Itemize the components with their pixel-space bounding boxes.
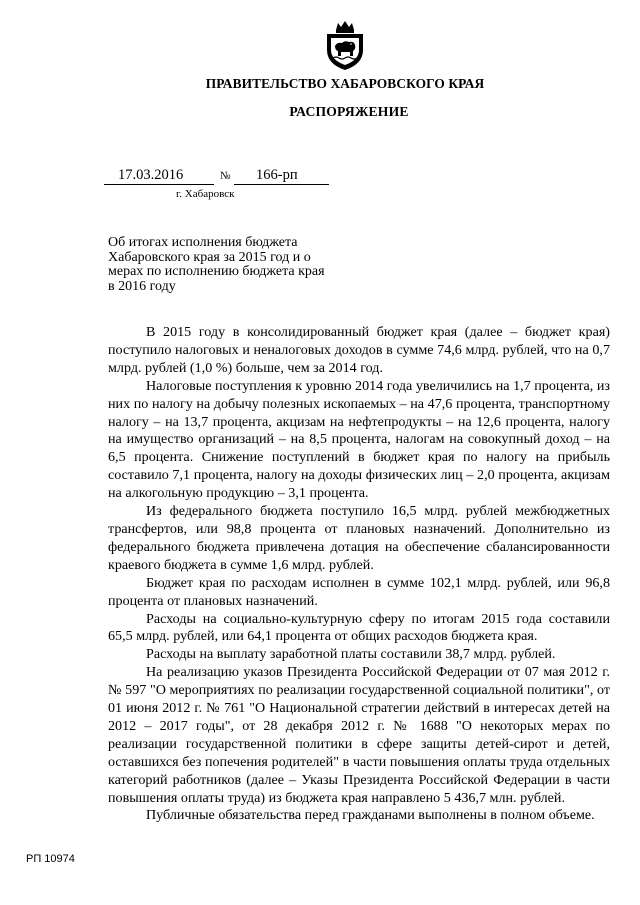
document-code: РП 10974	[26, 853, 75, 865]
paragraph: Публичные обязательства перед гражданами выполнены в полном объеме.	[146, 807, 595, 824]
document-body	[108, 324, 610, 825]
document-date: 17.03.2016	[104, 166, 214, 185]
paragraph: Расходы на социально-культурную сферу по итогам 2015 года составили 65,5 млрд. рублей, или 64,1 процента от общих расходов бюджета края.	[108, 610, 610, 645]
paragraph: На реализацию указов Президента Российской Федерации от 07 мая 2012 г. № 597 "О мероприятиях по реализации государственной социальной политики", от 01 июня 2012 г. № 761 "О Национальной стратегии действий в интересах детей на 2012 – 2017 годы", от 28 декабря 2012 г. № 1688 "О некоторых мерах по реализации государственной политики в сфере защиты детей-сирот и детей, оставшихся без попечения родителей" в части повышения оплаты труда отдельных категорий работников (далее – Указы Президента Российской Федерации в части повышения оплаты труда) из бюджета края направлено 5 436,7 млн. рублей.	[108, 664, 610, 806]
document-subject: Об итогах исполнения бюджета Хабаровского края за 2015 год и о мерах по исполнению бюджета края в 2016 году	[108, 235, 325, 294]
khabarovsk-krai-coat-of-arms-icon	[323, 20, 367, 72]
document-number: 166-рп	[234, 166, 329, 185]
document-city: г. Хабаровск	[176, 188, 235, 200]
paragraph: Бюджет края по расходам исполнен в сумме 102,1 млрд. рублей, или 96,8 процента от плановых назначений.	[108, 574, 610, 609]
document-type: РАСПОРЯЖЕНИЕ	[289, 104, 409, 119]
paragraph: В 2015 году в консолидированный бюджет края (далее – бюджет края) поступило налоговых и неналоговых доходов в сумме 74,6 млрд. рублей, что на 0,7 млрд. рублей (1,0 %) больше, чем за 2014 год.	[108, 324, 610, 376]
document-meta	[0, 160, 640, 205]
number-sign: №	[220, 170, 231, 182]
paragraph: Расходы на выплату заработной платы составили 38,7 млрд. рублей.	[146, 646, 556, 663]
paragraph: Из федерального бюджета поступило 16,5 млрд. рублей межбюджетных трансфертов, или 98,8 процента от плановых назначений. Дополнительно из федерального бюджета привлечена дотация на обеспечение сбалансированности краевого бюджета в сумме 1,6 млрд. рублей.	[108, 503, 610, 573]
government-title: ПРАВИТЕЛЬСТВО ХАБАРОВСКОГО КРАЯ	[205, 76, 485, 91]
paragraph: Налоговые поступления к уровню 2014 года увеличились на 1,7 процента, из них по налогу на добычу полезных ископаемых – на 47,6 процента, транспортному налогу – на 13,7 процента, акцизам на нефтепродукты – на 12,6 процента, налогу на имущество организаций – на 8,5 процента, налогам на совокупный доход – на 6,5 процента. Снижение поступлений в бюджет края по налогу на прибыль составило 7,1 процента, налогу на доходы физических лиц – 2,0 процента, акцизам на алкогольную продукцию – 3,1 процента.	[108, 377, 610, 502]
